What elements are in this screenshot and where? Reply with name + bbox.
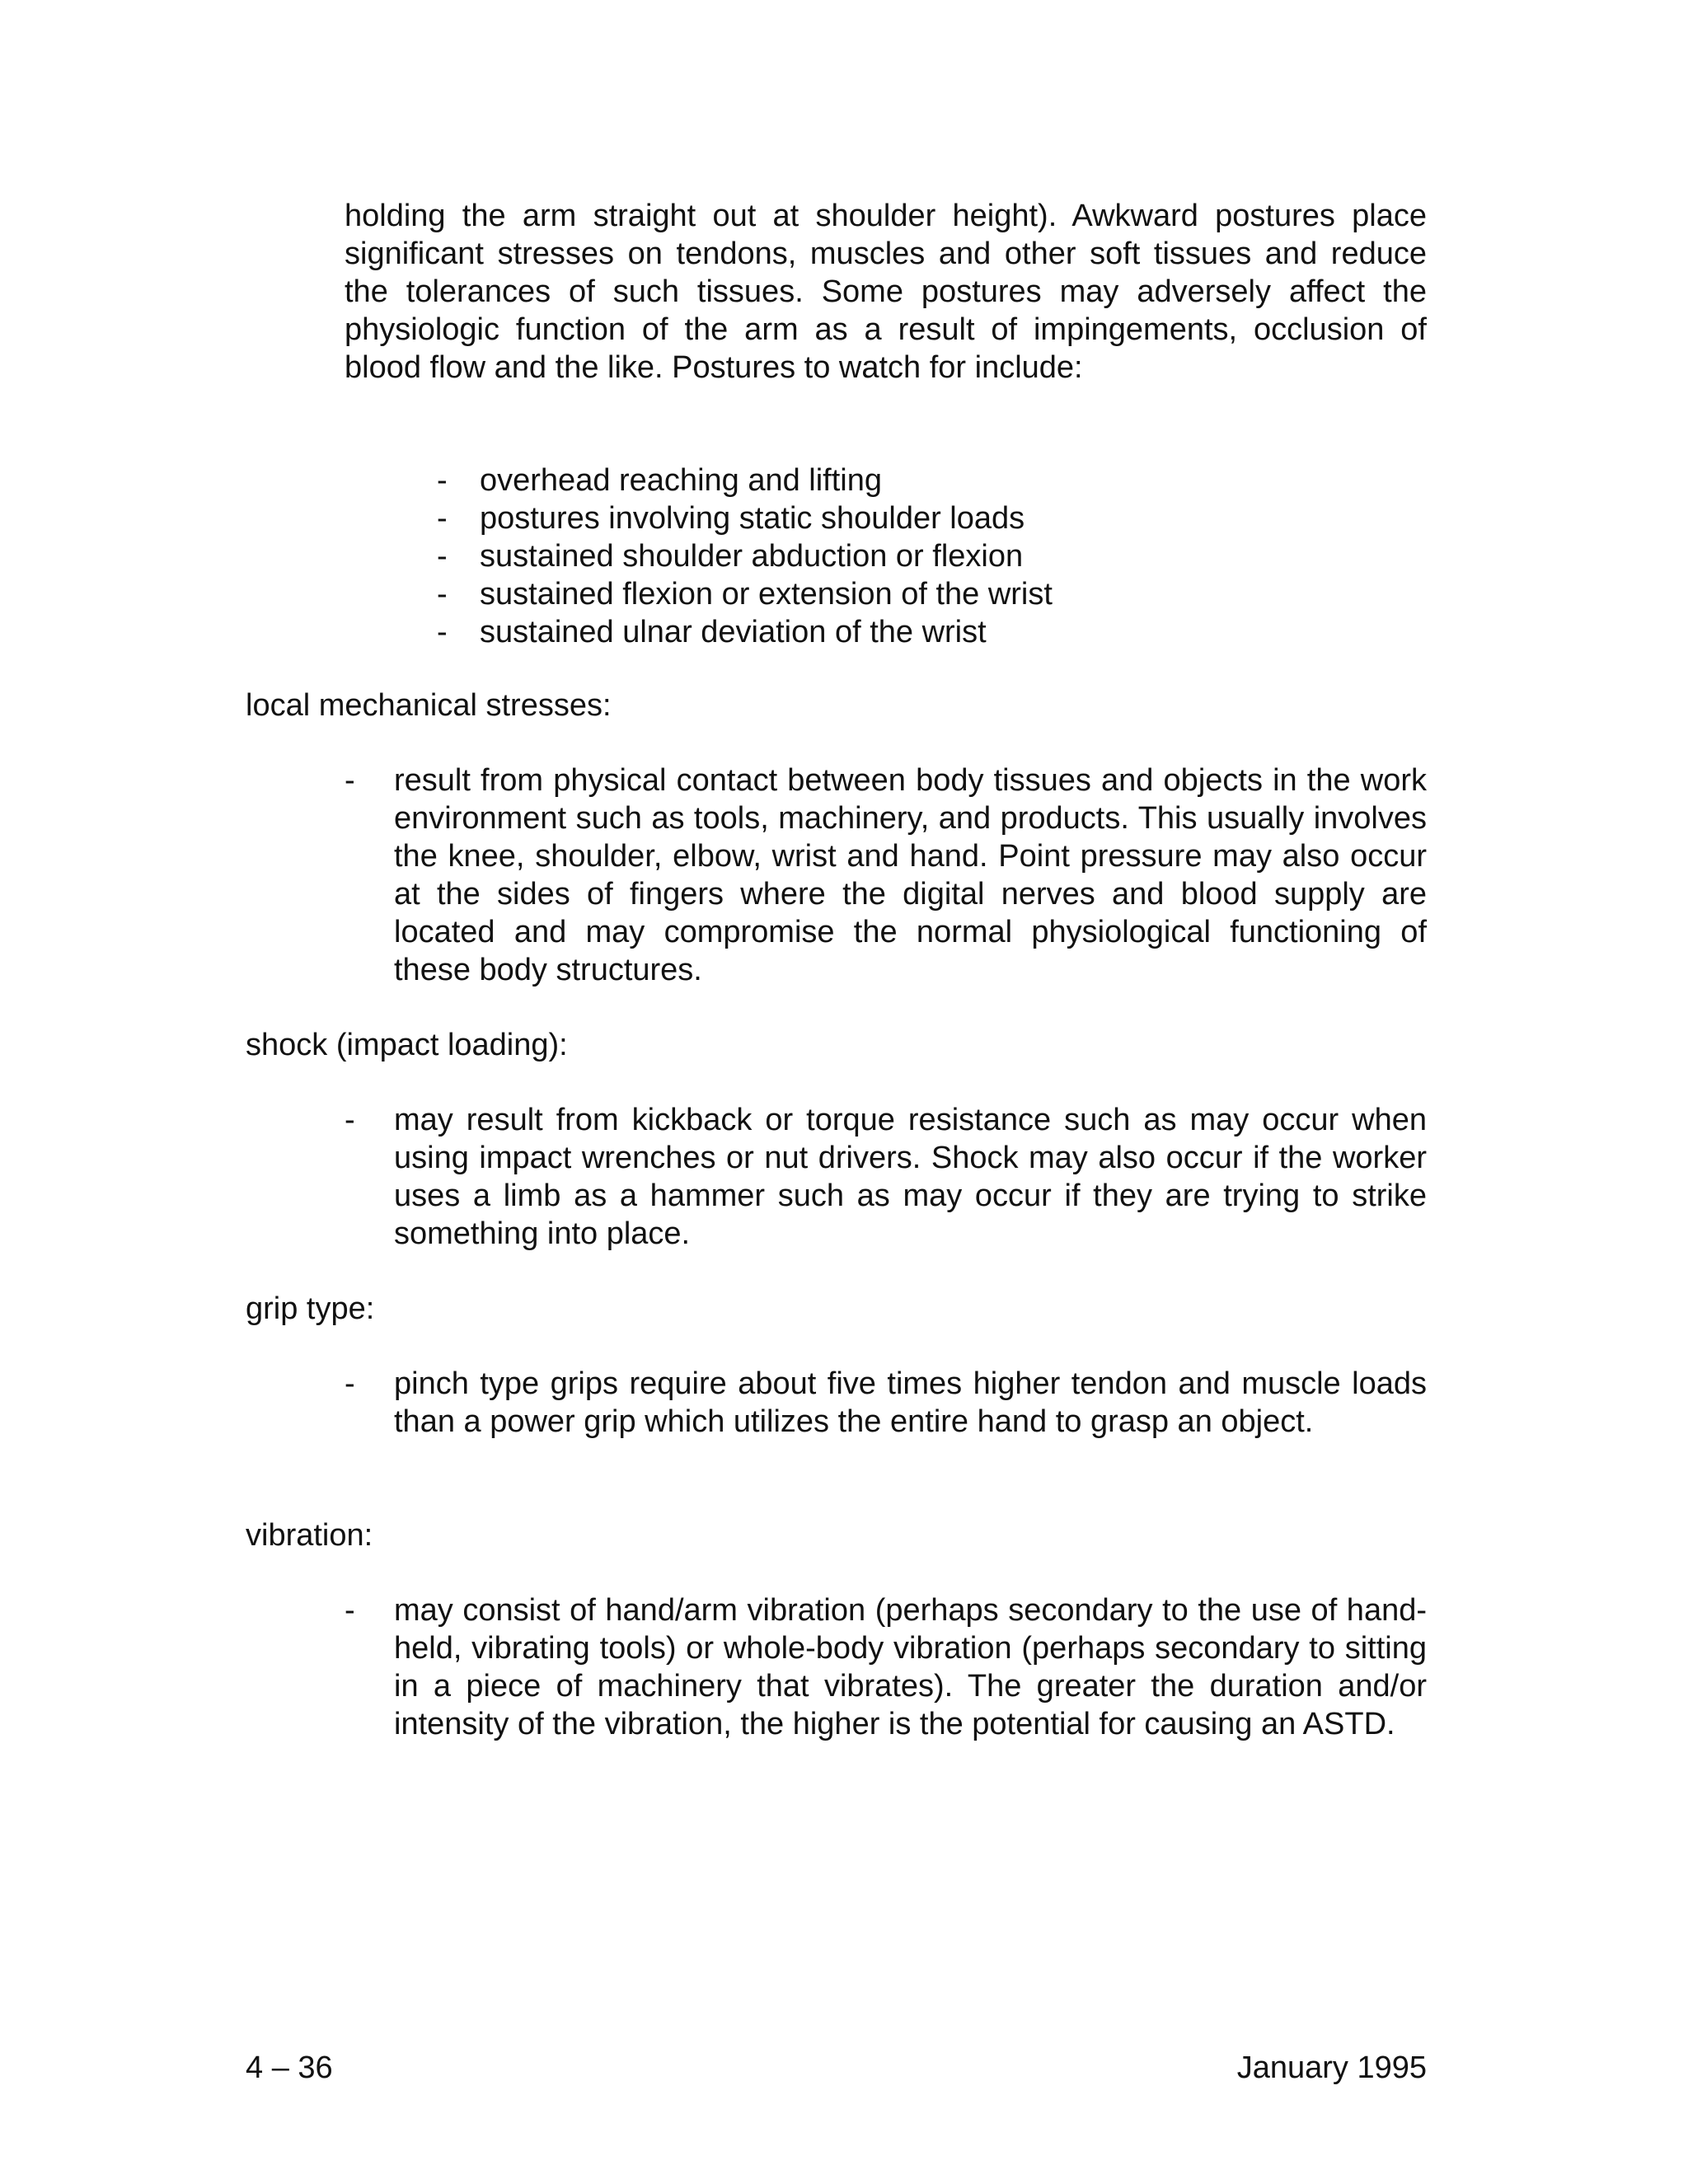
list-item [437, 462, 1053, 499]
item-text: pinch type grips require about five times higher tendon and muscle loads than a power grip which utilizes the entire hand to grasp an object. [394, 1366, 1427, 1439]
list-item [437, 499, 1053, 537]
list-item-text: sustained shoulder abduction or flexion [480, 539, 1024, 574]
list-dash: - [437, 615, 448, 649]
item-dash: - [345, 1593, 355, 1628]
section-item-local-mechanical-stresses [345, 762, 1427, 989]
item-dash: - [345, 1103, 355, 1137]
list-dash: - [437, 577, 448, 612]
list-item [437, 613, 1053, 651]
footer-page-number: 4 – 36 [246, 2050, 333, 2085]
postures-list [437, 462, 1053, 651]
item-dash: - [345, 763, 355, 798]
list-item-text: sustained flexion or extension of the wrist [480, 577, 1053, 612]
item-dash: - [345, 1366, 355, 1401]
section-item-grip-type [345, 1365, 1427, 1441]
intro-paragraph: holding the arm straight out at shoulder height). Awkward postures place significant stresses on tendons, muscles and other soft tissues and reduce the tolerances of such tissues. Some postures may adversely affect the physiologic function of the arm as a result of impingements, occlusion of blood flow and the like. Postures to watch for include: [345, 199, 1427, 385]
item-text: may result from kickback or torque resistance such as may occur when using impact wrenches or nut drivers. Shock may also occur if the worker uses a limb as a hammer such as may occur if they are trying to strike something into place. [394, 1103, 1427, 1251]
list-dash: - [437, 463, 448, 498]
list-dash: - [437, 501, 448, 536]
section-heading-vibration: vibration: [246, 1518, 373, 1553]
section-item-shock [345, 1101, 1427, 1253]
list-item-text: postures involving static shoulder loads [480, 501, 1025, 536]
section-item-vibration [345, 1591, 1427, 1743]
footer-date: January 1995 [1236, 2050, 1427, 2085]
item-text: result from physical contact between body tissues and objects in the work environment such as tools, machinery, and products. This usually involves the knee, shoulder, elbow, wrist and hand. Point pressure may also occur at the sides of fingers where the digital nerves and blood supply are located and may compromise the normal physiological functioning of these body structures. [394, 763, 1427, 987]
list-item-text: overhead reaching and lifting [480, 463, 883, 498]
list-item [437, 537, 1053, 575]
section-heading-grip-type: grip type: [246, 1291, 375, 1326]
section-heading-local-mechanical-stresses: local mechanical stresses: [246, 688, 612, 723]
list-item-text: sustained ulnar deviation of the wrist [480, 615, 987, 649]
section-heading-shock: shock (impact loading): [246, 1028, 568, 1062]
list-item [437, 575, 1053, 613]
list-dash: - [437, 539, 448, 574]
item-text: may consist of hand/arm vibration (perhaps secondary to the use of hand-held, vibrating tools) or whole-body vibration (perhaps secondary to sitting in a piece of machinery that vibrates). The greater the duration and/or intensity of the vibration, the higher is the potential for causing an ASTD. [394, 1593, 1427, 1741]
